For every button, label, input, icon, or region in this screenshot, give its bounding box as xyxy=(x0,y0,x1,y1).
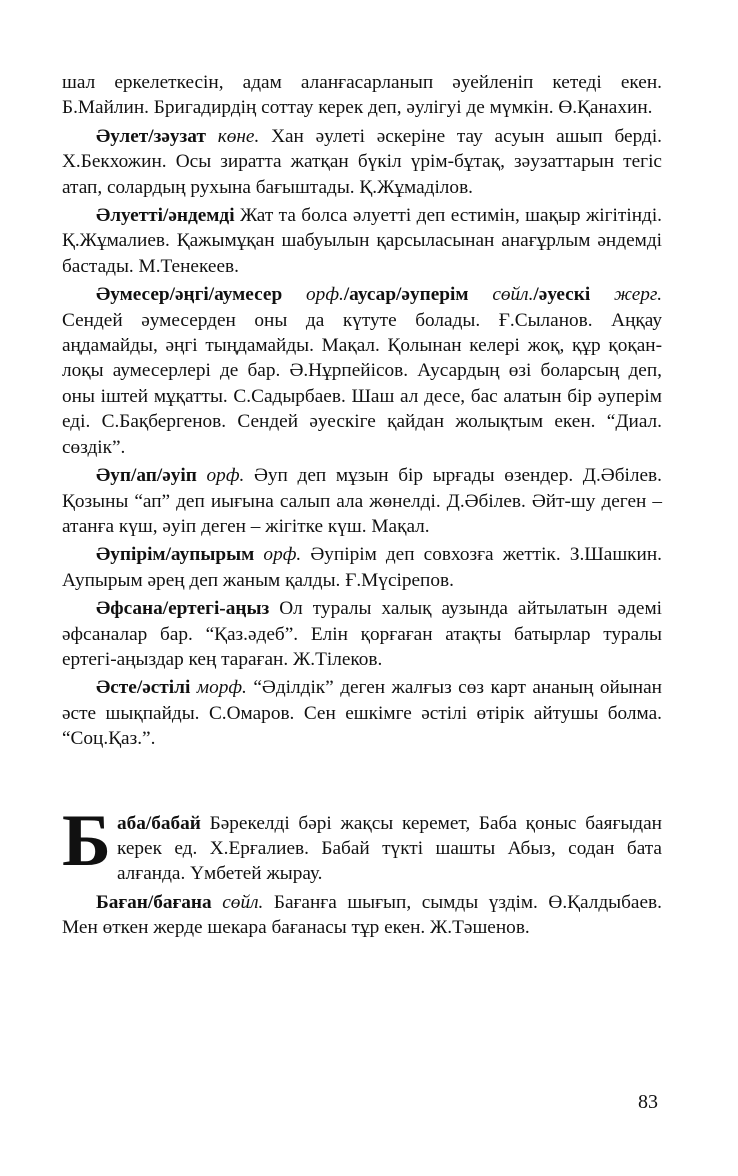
usage-mark: орф. xyxy=(206,465,245,487)
headword: Әупірім/аупырым xyxy=(96,544,255,566)
entry-aluetti xyxy=(62,203,662,279)
entry-aulet xyxy=(62,124,662,200)
entry-text: Әуп деп мұзын бір ырғады өзендер. Д.Әбілев. Қозыны “ап” деп иығына салып ала жөнелді. Д.Әбілев. Әйт-шу деген – атанға күш, әуіп деген – жігітке күш. Мақал. xyxy=(62,465,662,537)
usage-mark: орф. xyxy=(306,284,344,306)
usage-mark: сөйл. xyxy=(492,284,534,306)
drop-cap-letter: Б xyxy=(62,799,111,882)
headword-variant: /әуескі xyxy=(533,284,591,306)
usage-mark: көне. xyxy=(217,125,260,147)
entry-afsana xyxy=(62,596,662,672)
entry-text: Ол туралы халық аузында айтылатын әдемі әфсаналар бар. “Қаз.әдеб”. Елін қорғаған атақты батырлар туралы ертегі-аңыздар кең тараған. Ж.Тілеков. xyxy=(62,598,663,670)
headword: Әумесер/әңгі/аумесер xyxy=(96,284,283,306)
entry-text: Хан әулеті әскеріне тау асуын ашып берді. Х.Бекхожин. Осы зиратта жатқан бүкіл үрім-бұтақ, зәузаттарын тегіс атап, солардың рухына бағыштады. Қ.Жұмаділов. xyxy=(62,125,662,198)
headword: Әуп/ап/әуіп xyxy=(96,465,197,487)
headword: аба/бабай xyxy=(116,812,201,834)
headword: Әсте/әстілі xyxy=(96,677,191,699)
headword: Баған/бағана xyxy=(96,891,212,913)
entry-aupirim xyxy=(62,542,662,593)
entry-text: Сендей әумесерден оны да күтуте болады. Ғ.Сыланов. Аңқау аңдамайды, әңгі тыңдамайды. Мақал. Қолынан келері жоқ, құр қоқан-лоқы аумесерлері де бар. Ә.Нұрпейісов. Аусардың өзі боларсың деп, оны іштей мұқатты. С.Садырбаев. Шаш ал десе, бас алатын бір әуперім еді. С.Бақбергенов. Сендей әуескіге қайдан жолықтым екен. “Диал. сөздік”. xyxy=(62,309,662,458)
headword: Әлуетті/әндемді xyxy=(96,205,235,227)
usage-mark: жерг. xyxy=(614,284,663,306)
entry-aste xyxy=(62,675,662,751)
entry-bagan xyxy=(62,890,662,941)
entry-aumeser xyxy=(62,282,662,460)
headword-variant: /аусар/әуперім xyxy=(343,284,469,306)
usage-mark: орф. xyxy=(263,544,302,566)
text-column xyxy=(62,70,662,944)
page-number: 83 xyxy=(638,1091,658,1113)
section-gap xyxy=(62,755,662,811)
headword: Әфсана/ертегі-аңыз xyxy=(96,598,270,620)
entry-baba xyxy=(62,799,662,887)
entry-text: Бағанға шығып, сымды үздім. Ө.Қалдыбаев. Мен өткен жерде шекара бағанасы тұр екен. Ж.Тәшенов. xyxy=(62,891,662,939)
usage-mark: морф. xyxy=(196,677,247,699)
entry-text: Жат та болса әлуетті деп естимін, шақыр жігітінді. Қ.Жұмалиев. Қажымұқан шабуылын қарсыласынан анағұрлым әндемді бастады. М.Тенекеев. xyxy=(62,205,662,277)
headword: Әулет/зәузат xyxy=(96,125,206,147)
intro-paragraph: шал еркелеткесін, адам аланғасарланып әуейленіп кетеді екен. Б.Майлин. Бригадирдің соттау керек деп, әулігуі де мүмкін. Ө.Қанахин. xyxy=(62,72,662,119)
usage-mark: сөйл. xyxy=(222,891,264,913)
entry-aup xyxy=(62,463,662,539)
entry-text: “Әділдік” деген жалғыз сөз карт ананың ойынан әсте шықпайды. С.Омаров. Сен ешкімге әстілі өтірік айтушы болма. “Соц.Қаз.”. xyxy=(62,677,662,750)
entry-text: Бәрекелді бәрі жақсы керемет, Баба қоныс баяғыдан керек ед. Х.Ерғалиев. Бабай түкті шашты Абыз, содан бата алғанда. Үмбетей жырау. xyxy=(116,812,662,885)
entry-text: Әупірім деп совхозға жеттік. З.Шашкин. Аупырым әрең деп жаным қалды. Ғ.Мүсірепов. xyxy=(62,544,662,591)
